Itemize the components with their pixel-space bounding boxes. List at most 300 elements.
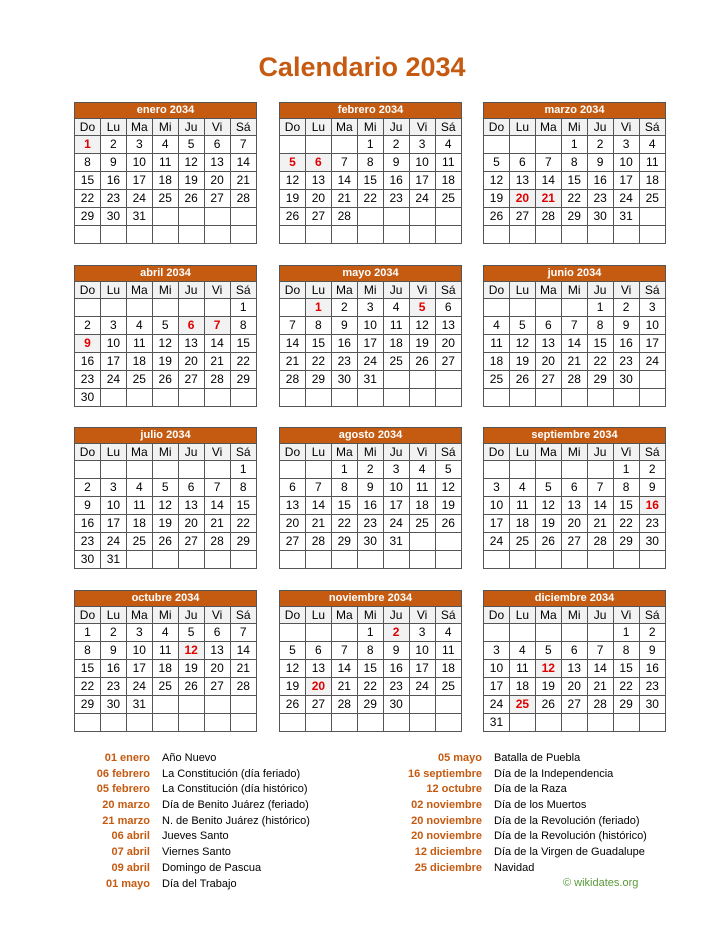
empty-day-cell bbox=[280, 299, 306, 317]
day-cell: 28 bbox=[331, 696, 357, 714]
holiday-row bbox=[0, 829, 724, 845]
day-cell: 13 bbox=[561, 660, 587, 678]
day-cell: 28 bbox=[587, 533, 613, 551]
weekday-header: Sá bbox=[435, 282, 461, 299]
holiday-row bbox=[0, 845, 724, 861]
weekday-header: Lu bbox=[100, 607, 126, 624]
day-cell: 5 bbox=[280, 642, 306, 660]
day-cell: 19 bbox=[535, 678, 561, 696]
day-cell: 2 bbox=[639, 624, 665, 642]
day-cell: 25 bbox=[152, 678, 178, 696]
day-cell: 28 bbox=[331, 208, 357, 226]
day-cell: 24 bbox=[639, 353, 665, 371]
day-cell: 3 bbox=[613, 136, 639, 154]
day-cell: 26 bbox=[152, 371, 178, 389]
weekday-header: Mi bbox=[357, 119, 383, 136]
day-cell: 3 bbox=[484, 642, 510, 660]
empty-day-cell bbox=[178, 551, 204, 569]
empty-day-cell bbox=[204, 551, 230, 569]
day-cell: 7 bbox=[331, 642, 357, 660]
day-cell: 17 bbox=[484, 678, 510, 696]
day-cell: 27 bbox=[561, 533, 587, 551]
day-cell: 31 bbox=[100, 551, 126, 569]
empty-day-cell bbox=[435, 714, 461, 732]
day-cell: 1 bbox=[331, 461, 357, 479]
day-cell: 19 bbox=[435, 497, 461, 515]
day-cell: 16 bbox=[587, 172, 613, 190]
day-cell: 12 bbox=[152, 497, 178, 515]
holiday-day-cell: 9 bbox=[75, 335, 101, 353]
day-cell: 9 bbox=[383, 154, 409, 172]
weekday-header: Ma bbox=[331, 607, 357, 624]
empty-day-cell bbox=[305, 226, 331, 244]
weekday-header: Vi bbox=[204, 119, 230, 136]
holiday-date: 07 abril bbox=[111, 846, 150, 859]
empty-day-cell bbox=[204, 389, 230, 407]
empty-day-cell bbox=[75, 461, 101, 479]
day-cell: 19 bbox=[152, 353, 178, 371]
day-cell: 4 bbox=[126, 317, 152, 335]
day-cell: 14 bbox=[587, 660, 613, 678]
weekday-header: Mi bbox=[357, 607, 383, 624]
day-cell: 7 bbox=[230, 624, 256, 642]
holiday-day-cell: 1 bbox=[75, 136, 101, 154]
empty-day-cell bbox=[331, 624, 357, 642]
day-cell: 24 bbox=[357, 353, 383, 371]
empty-day-cell bbox=[561, 624, 587, 642]
day-cell: 17 bbox=[126, 172, 152, 190]
weekday-header: Mi bbox=[357, 444, 383, 461]
day-cell: 4 bbox=[639, 136, 665, 154]
day-cell: 8 bbox=[357, 642, 383, 660]
day-cell: 16 bbox=[639, 660, 665, 678]
weekday-header: Do bbox=[75, 607, 101, 624]
day-cell: 17 bbox=[100, 515, 126, 533]
day-cell: 20 bbox=[280, 515, 306, 533]
day-cell: 2 bbox=[613, 299, 639, 317]
day-cell: 15 bbox=[613, 660, 639, 678]
day-cell: 27 bbox=[178, 533, 204, 551]
day-cell: 13 bbox=[509, 172, 535, 190]
day-cell: 31 bbox=[357, 371, 383, 389]
empty-day-cell bbox=[204, 714, 230, 732]
day-cell: 16 bbox=[75, 515, 101, 533]
day-cell: 1 bbox=[230, 299, 256, 317]
month-title: febrero 2034 bbox=[280, 103, 462, 119]
day-cell: 7 bbox=[204, 479, 230, 497]
holiday-date: 02 noviembre bbox=[411, 799, 482, 812]
day-cell: 6 bbox=[561, 642, 587, 660]
month-calendar bbox=[483, 102, 666, 244]
day-cell: 9 bbox=[639, 642, 665, 660]
empty-day-cell bbox=[383, 551, 409, 569]
empty-day-cell bbox=[561, 389, 587, 407]
day-cell: 6 bbox=[204, 624, 230, 642]
empty-day-cell bbox=[178, 299, 204, 317]
empty-day-cell bbox=[535, 551, 561, 569]
weekday-header: Sá bbox=[435, 119, 461, 136]
day-cell: 23 bbox=[75, 371, 101, 389]
empty-day-cell bbox=[331, 714, 357, 732]
empty-day-cell bbox=[613, 551, 639, 569]
empty-day-cell bbox=[204, 299, 230, 317]
day-cell: 28 bbox=[230, 678, 256, 696]
empty-day-cell bbox=[509, 624, 535, 642]
holiday-name: La Constitución (día feriado) bbox=[162, 767, 301, 780]
weekday-header: Vi bbox=[409, 444, 435, 461]
day-cell: 25 bbox=[484, 371, 510, 389]
day-cell: 4 bbox=[484, 317, 510, 335]
day-cell: 27 bbox=[535, 371, 561, 389]
empty-day-cell bbox=[305, 389, 331, 407]
day-cell: 12 bbox=[152, 335, 178, 353]
day-cell: 2 bbox=[75, 317, 101, 335]
day-cell: 24 bbox=[409, 190, 435, 208]
empty-day-cell bbox=[204, 696, 230, 714]
weekday-header: Vi bbox=[613, 444, 639, 461]
weekday-header: Vi bbox=[204, 607, 230, 624]
day-cell: 13 bbox=[435, 317, 461, 335]
month-calendar bbox=[279, 102, 462, 244]
day-cell: 10 bbox=[613, 154, 639, 172]
day-cell: 7 bbox=[561, 317, 587, 335]
day-cell: 4 bbox=[152, 624, 178, 642]
day-cell: 6 bbox=[561, 479, 587, 497]
day-cell: 17 bbox=[409, 660, 435, 678]
empty-day-cell bbox=[230, 551, 256, 569]
day-cell: 11 bbox=[509, 497, 535, 515]
day-cell: 12 bbox=[509, 335, 535, 353]
month-title: marzo 2034 bbox=[484, 103, 666, 119]
empty-day-cell bbox=[509, 136, 535, 154]
empty-day-cell bbox=[535, 226, 561, 244]
empty-day-cell bbox=[280, 551, 306, 569]
day-cell: 4 bbox=[435, 136, 461, 154]
empty-day-cell bbox=[639, 226, 665, 244]
empty-day-cell bbox=[126, 389, 152, 407]
day-cell: 20 bbox=[561, 515, 587, 533]
day-cell: 6 bbox=[305, 642, 331, 660]
day-cell: 20 bbox=[178, 353, 204, 371]
empty-day-cell bbox=[178, 714, 204, 732]
empty-day-cell bbox=[280, 389, 306, 407]
day-cell: 19 bbox=[152, 515, 178, 533]
day-cell: 28 bbox=[280, 371, 306, 389]
day-cell: 26 bbox=[280, 696, 306, 714]
holiday-name: Jueves Santo bbox=[162, 830, 229, 843]
day-cell: 15 bbox=[357, 172, 383, 190]
day-cell: 5 bbox=[178, 136, 204, 154]
weekday-header: Ma bbox=[126, 282, 152, 299]
empty-day-cell bbox=[75, 226, 101, 244]
day-cell: 9 bbox=[331, 317, 357, 335]
weekday-header: Lu bbox=[509, 282, 535, 299]
day-cell: 25 bbox=[509, 533, 535, 551]
day-cell: 27 bbox=[204, 190, 230, 208]
holiday-date: 16 septiembre bbox=[408, 767, 482, 780]
day-cell: 2 bbox=[357, 461, 383, 479]
weekday-header: Ma bbox=[126, 444, 152, 461]
weekday-header: Mi bbox=[152, 444, 178, 461]
day-cell: 20 bbox=[178, 515, 204, 533]
empty-day-cell bbox=[75, 714, 101, 732]
day-cell: 27 bbox=[204, 678, 230, 696]
empty-day-cell bbox=[509, 299, 535, 317]
day-cell: 10 bbox=[100, 335, 126, 353]
day-cell: 18 bbox=[152, 660, 178, 678]
holiday-day-cell: 7 bbox=[204, 317, 230, 335]
empty-day-cell bbox=[535, 461, 561, 479]
day-cell: 30 bbox=[100, 208, 126, 226]
holiday-day-cell: 1 bbox=[305, 299, 331, 317]
day-cell: 30 bbox=[75, 551, 101, 569]
day-cell: 8 bbox=[75, 154, 101, 172]
day-cell: 18 bbox=[509, 678, 535, 696]
empty-day-cell bbox=[587, 461, 613, 479]
holiday-name: Día de la Virgen de Guadalupe bbox=[494, 846, 645, 859]
day-cell: 22 bbox=[75, 678, 101, 696]
day-cell: 15 bbox=[230, 497, 256, 515]
empty-day-cell bbox=[561, 226, 587, 244]
day-cell: 1 bbox=[230, 461, 256, 479]
day-cell: 20 bbox=[204, 172, 230, 190]
day-cell: 6 bbox=[280, 479, 306, 497]
weekday-header: Ma bbox=[535, 282, 561, 299]
day-cell: 14 bbox=[331, 660, 357, 678]
day-cell: 1 bbox=[613, 624, 639, 642]
weekday-header: Vi bbox=[409, 607, 435, 624]
empty-day-cell bbox=[357, 226, 383, 244]
empty-day-cell bbox=[357, 208, 383, 226]
day-cell: 29 bbox=[357, 696, 383, 714]
day-cell: 10 bbox=[484, 497, 510, 515]
weekday-header: Do bbox=[75, 282, 101, 299]
day-cell: 29 bbox=[75, 208, 101, 226]
weekday-header: Lu bbox=[305, 119, 331, 136]
day-cell: 9 bbox=[613, 317, 639, 335]
day-cell: 19 bbox=[280, 190, 306, 208]
day-cell: 23 bbox=[383, 678, 409, 696]
day-cell: 17 bbox=[409, 172, 435, 190]
day-cell: 23 bbox=[383, 190, 409, 208]
weekday-header: Do bbox=[280, 444, 306, 461]
day-cell: 14 bbox=[587, 497, 613, 515]
month-title: septiembre 2034 bbox=[484, 428, 666, 444]
day-cell: 15 bbox=[331, 497, 357, 515]
day-cell: 14 bbox=[305, 497, 331, 515]
month-title: abril 2034 bbox=[75, 266, 257, 282]
day-cell: 26 bbox=[409, 353, 435, 371]
weekday-header: Vi bbox=[409, 119, 435, 136]
weekday-header: Lu bbox=[100, 282, 126, 299]
day-cell: 13 bbox=[178, 497, 204, 515]
weekday-header: Sá bbox=[230, 607, 256, 624]
empty-day-cell bbox=[100, 714, 126, 732]
day-cell: 13 bbox=[305, 172, 331, 190]
empty-day-cell bbox=[409, 533, 435, 551]
day-cell: 29 bbox=[587, 371, 613, 389]
empty-day-cell bbox=[484, 299, 510, 317]
empty-day-cell bbox=[178, 696, 204, 714]
empty-day-cell bbox=[409, 696, 435, 714]
day-cell: 29 bbox=[613, 533, 639, 551]
weekday-header: Sá bbox=[435, 607, 461, 624]
empty-day-cell bbox=[639, 551, 665, 569]
weekday-header: Ju bbox=[383, 119, 409, 136]
day-cell: 2 bbox=[75, 479, 101, 497]
day-cell: 15 bbox=[587, 335, 613, 353]
day-cell: 14 bbox=[204, 497, 230, 515]
day-cell: 15 bbox=[357, 660, 383, 678]
day-cell: 9 bbox=[100, 154, 126, 172]
day-cell: 6 bbox=[435, 299, 461, 317]
day-cell: 12 bbox=[435, 479, 461, 497]
day-cell: 10 bbox=[357, 317, 383, 335]
holiday-day-cell: 2 bbox=[383, 624, 409, 642]
day-cell: 1 bbox=[75, 624, 101, 642]
weekday-header: Vi bbox=[613, 607, 639, 624]
day-cell: 3 bbox=[639, 299, 665, 317]
empty-day-cell bbox=[178, 461, 204, 479]
day-cell: 17 bbox=[126, 660, 152, 678]
day-cell: 16 bbox=[357, 497, 383, 515]
empty-day-cell bbox=[331, 226, 357, 244]
day-cell: 18 bbox=[126, 515, 152, 533]
empty-day-cell bbox=[75, 299, 101, 317]
day-cell: 4 bbox=[152, 136, 178, 154]
day-cell: 21 bbox=[561, 353, 587, 371]
day-cell: 23 bbox=[587, 190, 613, 208]
holiday-name: N. de Benito Juárez (histórico) bbox=[162, 814, 310, 827]
day-cell: 27 bbox=[435, 353, 461, 371]
empty-day-cell bbox=[100, 389, 126, 407]
day-cell: 2 bbox=[100, 136, 126, 154]
day-cell: 18 bbox=[435, 660, 461, 678]
holiday-date: 06 abril bbox=[111, 830, 150, 843]
day-cell: 8 bbox=[305, 317, 331, 335]
weekday-header: Mi bbox=[357, 282, 383, 299]
day-cell: 10 bbox=[484, 660, 510, 678]
day-cell: 13 bbox=[204, 154, 230, 172]
day-cell: 18 bbox=[383, 335, 409, 353]
day-cell: 21 bbox=[230, 660, 256, 678]
month-title: enero 2034 bbox=[75, 103, 257, 119]
day-cell: 4 bbox=[509, 642, 535, 660]
day-cell: 25 bbox=[126, 371, 152, 389]
empty-day-cell bbox=[280, 624, 306, 642]
day-cell: 22 bbox=[305, 353, 331, 371]
empty-day-cell bbox=[639, 389, 665, 407]
day-cell: 26 bbox=[152, 533, 178, 551]
empty-day-cell bbox=[305, 551, 331, 569]
day-cell: 8 bbox=[230, 479, 256, 497]
day-cell: 9 bbox=[75, 497, 101, 515]
day-cell: 2 bbox=[639, 461, 665, 479]
day-cell: 8 bbox=[357, 154, 383, 172]
day-cell: 31 bbox=[126, 208, 152, 226]
day-cell: 6 bbox=[535, 317, 561, 335]
holiday-day-cell: 12 bbox=[535, 660, 561, 678]
day-cell: 26 bbox=[484, 208, 510, 226]
holiday-name: La Constitución (día histórico) bbox=[162, 783, 308, 796]
day-cell: 19 bbox=[535, 515, 561, 533]
day-cell: 26 bbox=[178, 678, 204, 696]
holiday-row bbox=[0, 814, 724, 830]
day-cell: 11 bbox=[409, 479, 435, 497]
day-cell: 8 bbox=[587, 317, 613, 335]
day-cell: 14 bbox=[230, 154, 256, 172]
empty-day-cell bbox=[383, 208, 409, 226]
day-cell: 16 bbox=[75, 353, 101, 371]
empty-day-cell bbox=[331, 551, 357, 569]
day-cell: 9 bbox=[587, 154, 613, 172]
empty-day-cell bbox=[613, 714, 639, 732]
weekday-header: Sá bbox=[230, 444, 256, 461]
weekday-header: Sá bbox=[639, 119, 665, 136]
weekday-header: Lu bbox=[100, 119, 126, 136]
day-cell: 15 bbox=[75, 660, 101, 678]
day-cell: 13 bbox=[280, 497, 306, 515]
weekday-header: Lu bbox=[509, 607, 535, 624]
day-cell: 18 bbox=[484, 353, 510, 371]
day-cell: 24 bbox=[613, 190, 639, 208]
empty-day-cell bbox=[152, 299, 178, 317]
empty-day-cell bbox=[152, 389, 178, 407]
month-title: mayo 2034 bbox=[280, 266, 462, 282]
empty-day-cell bbox=[152, 226, 178, 244]
weekday-header: Mi bbox=[561, 444, 587, 461]
day-cell: 24 bbox=[383, 515, 409, 533]
empty-day-cell bbox=[587, 714, 613, 732]
page-title: Calendario 2034 bbox=[258, 52, 466, 82]
month-title: agosto 2034 bbox=[280, 428, 462, 444]
day-cell: 25 bbox=[639, 190, 665, 208]
day-cell: 15 bbox=[75, 172, 101, 190]
day-cell: 31 bbox=[126, 696, 152, 714]
empty-day-cell bbox=[509, 551, 535, 569]
day-cell: 10 bbox=[409, 642, 435, 660]
day-cell: 6 bbox=[204, 136, 230, 154]
day-cell: 22 bbox=[75, 190, 101, 208]
holiday-name: Batalla de Puebla bbox=[494, 752, 581, 764]
weekday-header: Mi bbox=[561, 607, 587, 624]
day-cell: 27 bbox=[178, 371, 204, 389]
day-cell: 16 bbox=[100, 660, 126, 678]
day-cell: 3 bbox=[126, 624, 152, 642]
empty-day-cell bbox=[484, 389, 510, 407]
day-cell: 25 bbox=[435, 190, 461, 208]
empty-day-cell bbox=[409, 389, 435, 407]
day-cell: 27 bbox=[561, 696, 587, 714]
day-cell: 18 bbox=[435, 172, 461, 190]
day-cell: 1 bbox=[561, 136, 587, 154]
empty-day-cell bbox=[204, 226, 230, 244]
day-cell: 13 bbox=[204, 642, 230, 660]
weekday-header: Do bbox=[484, 119, 510, 136]
day-cell: 30 bbox=[639, 696, 665, 714]
day-cell: 18 bbox=[639, 172, 665, 190]
day-cell: 16 bbox=[331, 335, 357, 353]
day-cell: 17 bbox=[383, 497, 409, 515]
day-cell: 22 bbox=[230, 353, 256, 371]
day-cell: 8 bbox=[613, 642, 639, 660]
day-cell: 10 bbox=[100, 497, 126, 515]
day-cell: 14 bbox=[230, 642, 256, 660]
day-cell: 20 bbox=[561, 678, 587, 696]
day-cell: 11 bbox=[126, 335, 152, 353]
empty-day-cell bbox=[100, 461, 126, 479]
day-cell: 11 bbox=[152, 642, 178, 660]
